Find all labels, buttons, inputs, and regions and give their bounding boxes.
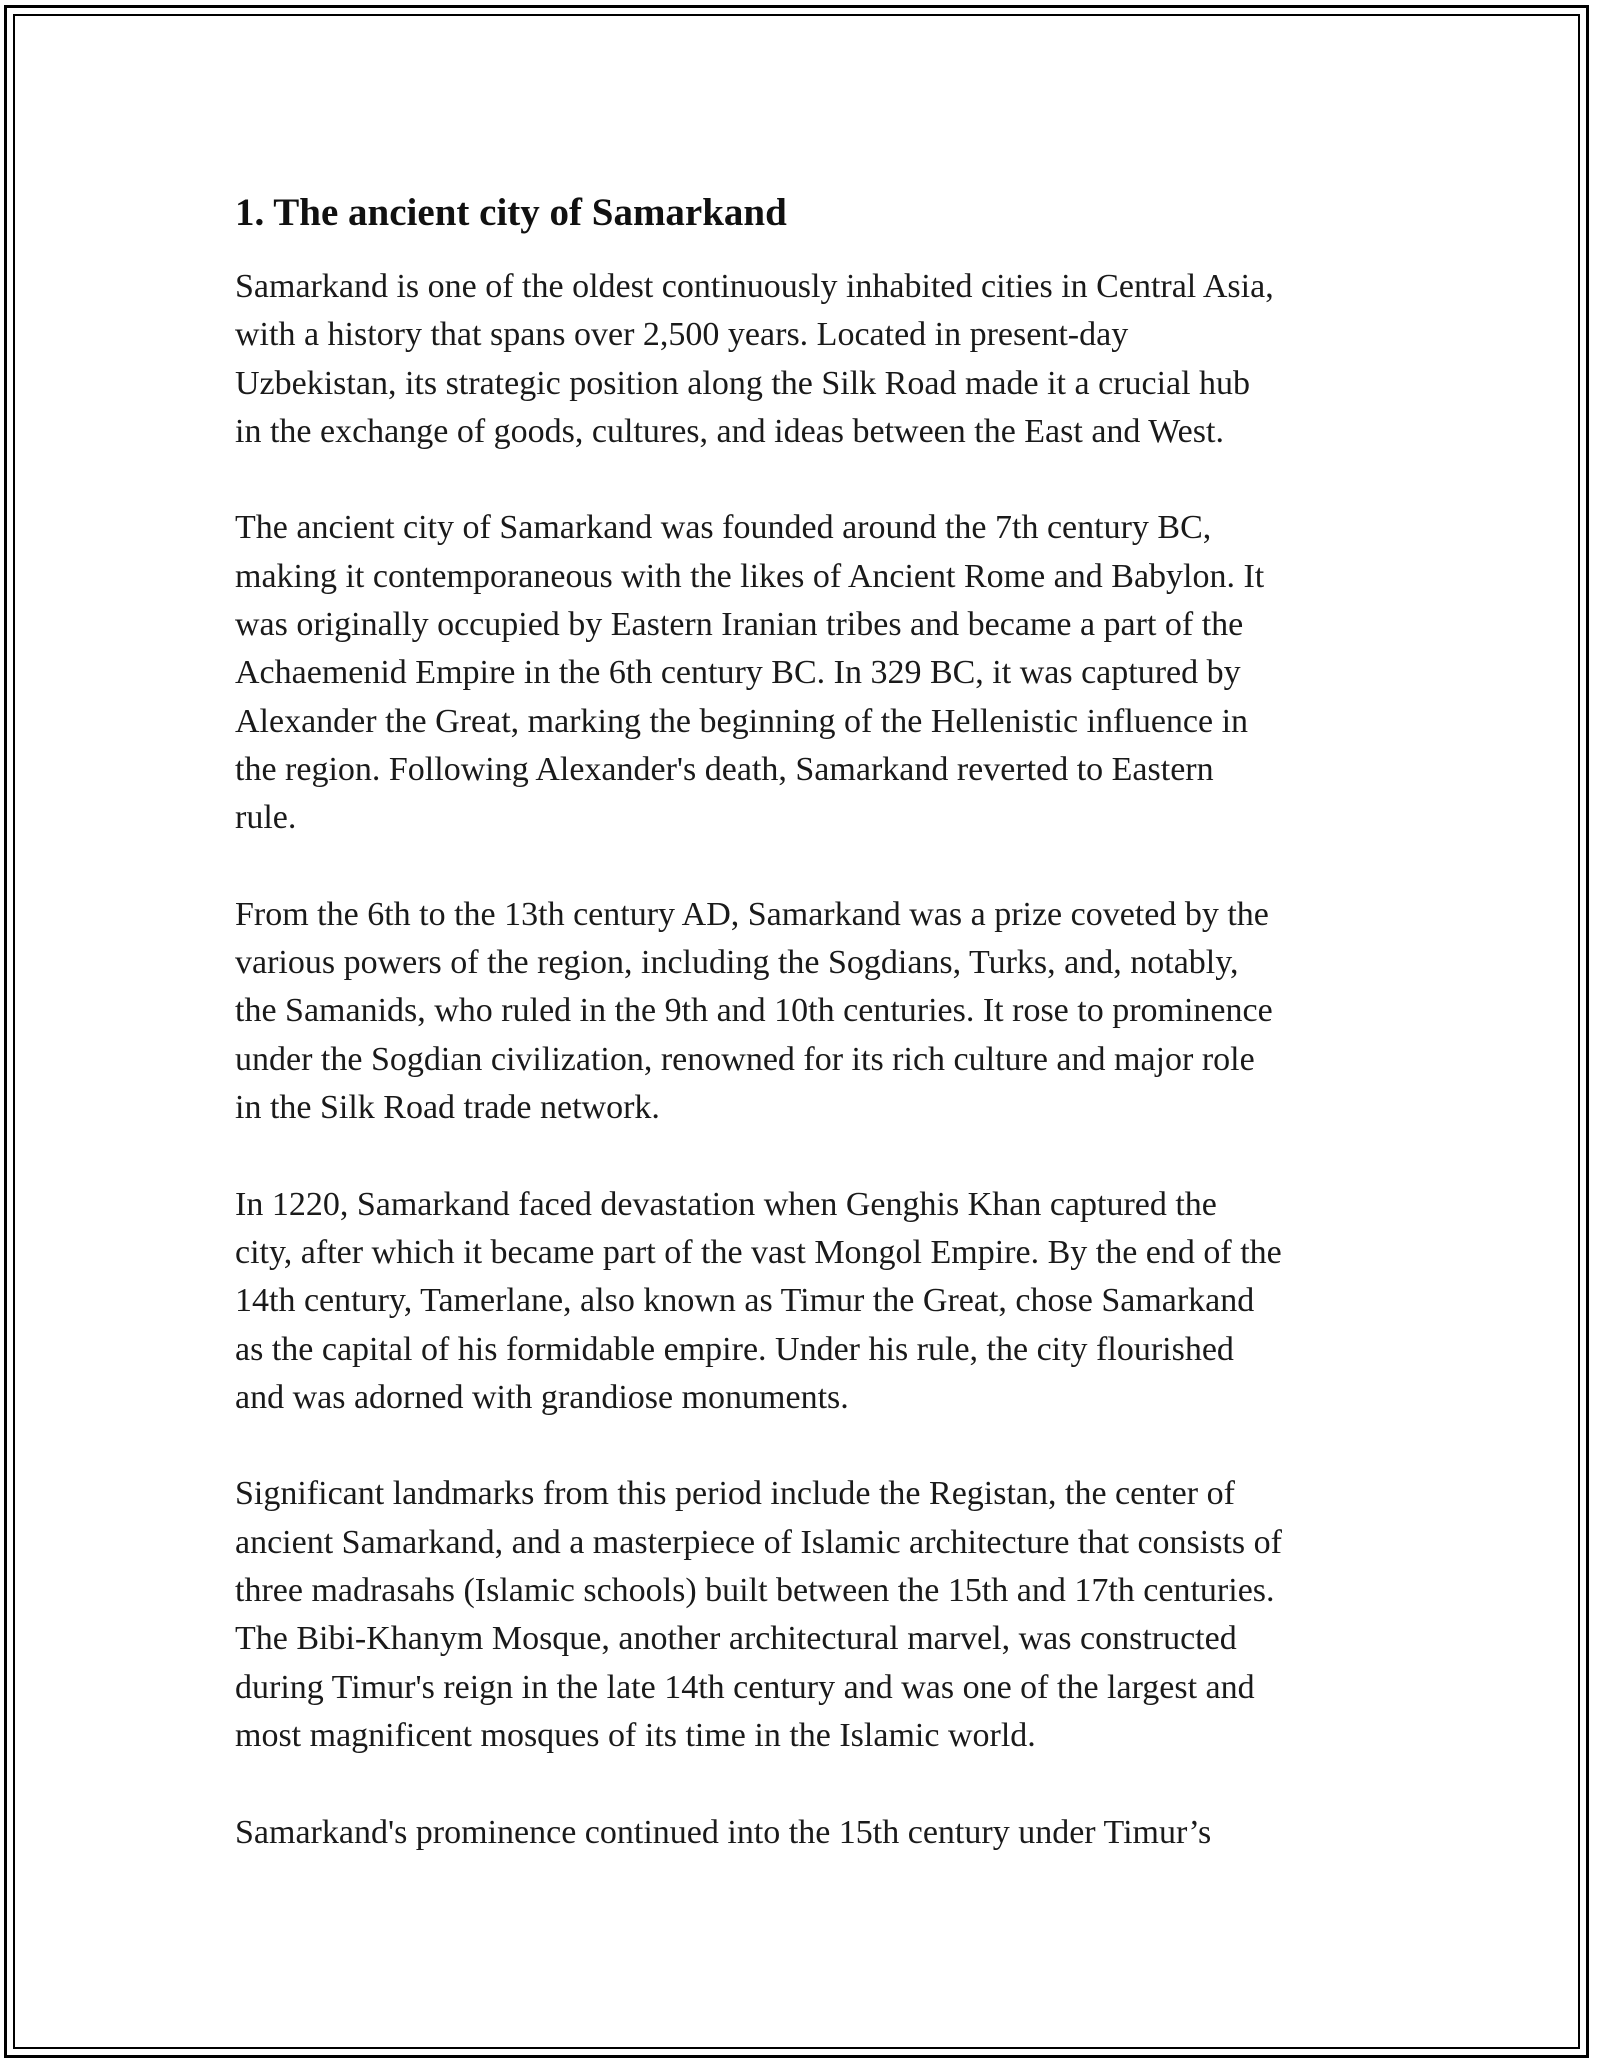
paragraph-3: From the 6th to the 13th century AD, Samarkand was a prize coveted by the various powers of the region, including the Sogdians, Turks, and, notably, the Samanids, who ruled in the 9th and 10th centuries. It rose to prominence under the Sogdian civilization, renowned for its rich culture and major role in the Silk Road trade network. xyxy=(235,895,1273,1127)
paragraph-6: Samarkand's prominence continued into the 15th century under Timur’s xyxy=(235,1813,1212,1851)
section-heading: 1. The ancient city of Samarkand xyxy=(235,191,787,234)
paragraph-2: The ancient city of Samarkand was founded around the 7th century BC, making it contemporaneous with the likes of Ancient Rome and Babylon. It was originally occupied by Eastern Iranian tribes and became a part of the Achaemenid Empire in the 6th century BC. In 329 BC, it was captured by Alexander the Great, marking the beginning of the Hellenistic influence in the region. Following Alexander's death, Samarkand reverted to Eastern rule. xyxy=(235,509,1265,837)
paragraph-5: Significant landmarks from this period include the Registan, the center of ancient Samarkand, and a masterpiece of Islamic architecture that consists of three madrasahs (Islamic schools) built between the 15th and 17th centuries. The Bibi-Khanym Mosque, another architectural marvel, was constructed during Timur's reign in the late 14th century and was one of the largest and most magnificent mosques of its time in the Islamic world. xyxy=(235,1475,1282,1754)
document-body xyxy=(235,187,1370,1905)
paragraph-1: Samarkand is one of the oldest continuously inhabited cities in Central Asia, with a history that spans over 2,500 years. Located in present-day Uzbekistan, its strategic position along the Silk Road made it a crucial hub in the exchange of goods, cultures, and ideas between the East and West. xyxy=(235,268,1274,450)
paragraph-4: In 1220, Samarkand faced devastation when Genghis Khan captured the city, after which it became part of the vast Mongol Empire. By the end of the 14th century, Tamerlane, also known as Timur the Great, chose Samarkand as the capital of his formidable empire. Under his rule, the city flourished and was adorned with grandiose monuments. xyxy=(235,1185,1282,1416)
